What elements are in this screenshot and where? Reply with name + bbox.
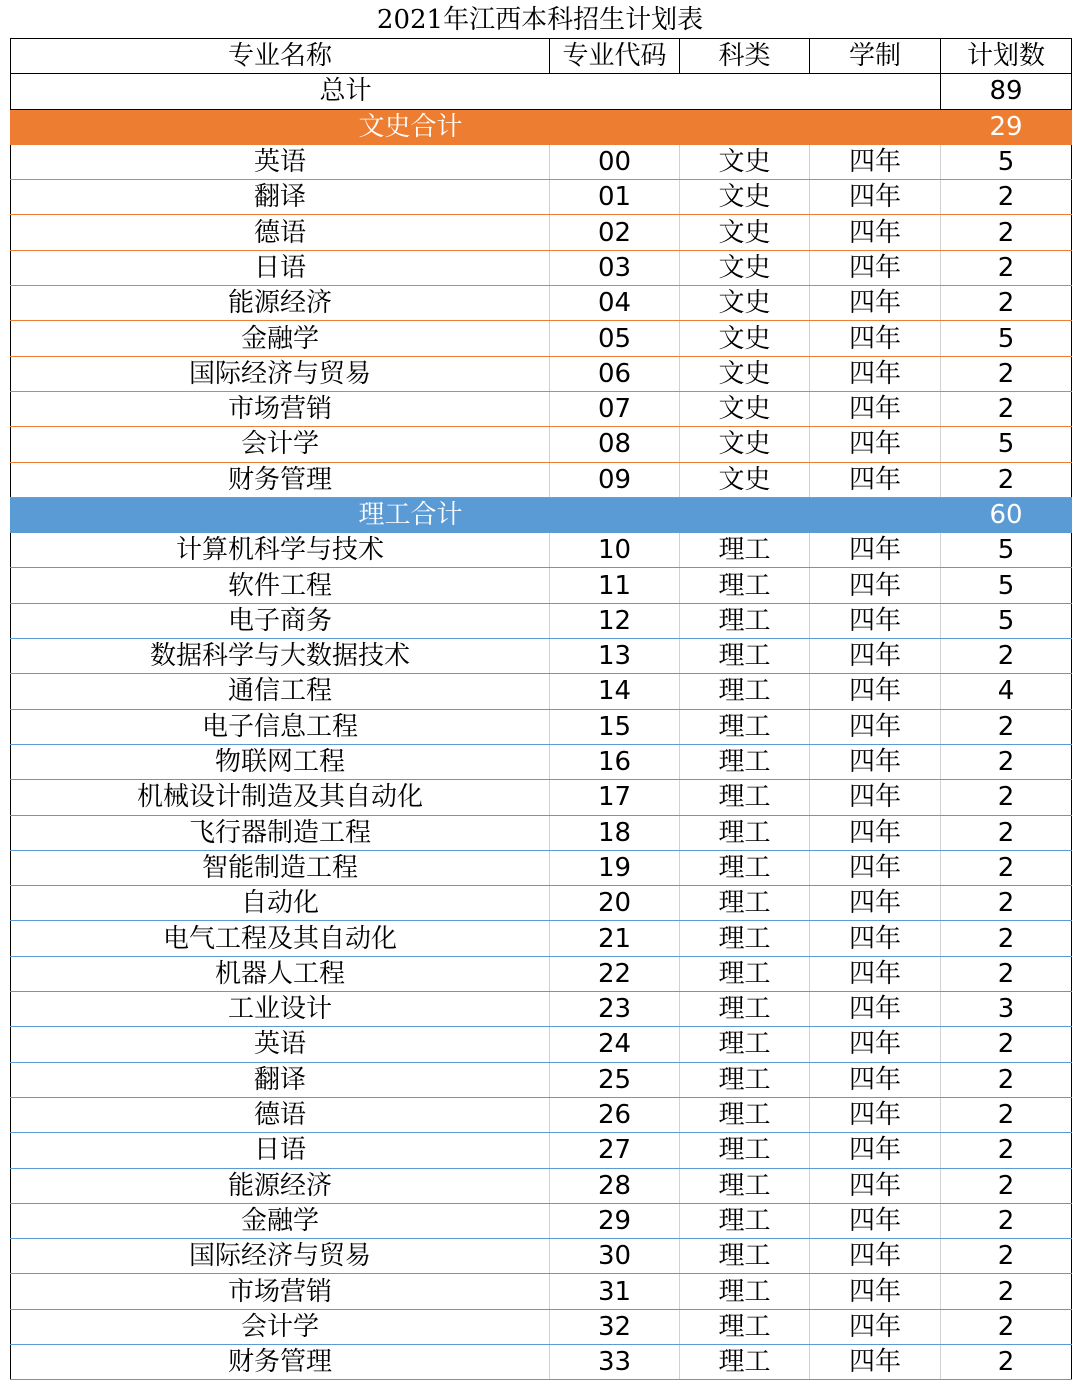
cell-code: 28 bbox=[550, 1168, 680, 1203]
cell-plan: 2 bbox=[941, 1062, 1072, 1097]
cell-code: 06 bbox=[550, 356, 680, 391]
cell-category: 文史 bbox=[680, 321, 810, 356]
cell-major: 日语 bbox=[11, 1133, 550, 1168]
cell-major: 日语 bbox=[11, 250, 550, 285]
cell-major: 计算机科学与技术 bbox=[11, 533, 550, 568]
cell-category: 理工 bbox=[680, 1097, 810, 1132]
cell-duration: 四年 bbox=[810, 1062, 941, 1097]
cell-plan: 5 bbox=[941, 568, 1072, 603]
cell-code: 01 bbox=[550, 180, 680, 215]
table-row bbox=[11, 921, 1072, 956]
cell-major: 智能制造工程 bbox=[11, 850, 550, 885]
grand-total-row bbox=[11, 74, 1072, 109]
cell-duration: 四年 bbox=[810, 1203, 941, 1238]
cell-plan: 2 bbox=[941, 956, 1072, 991]
cell-plan: 3 bbox=[941, 992, 1072, 1027]
cell-major: 会计学 bbox=[11, 1309, 550, 1344]
cell-code: 33 bbox=[550, 1344, 680, 1379]
table-row bbox=[11, 1062, 1072, 1097]
cell-major: 德语 bbox=[11, 1097, 550, 1132]
cell-category: 理工 bbox=[680, 886, 810, 921]
cell-plan: 5 bbox=[941, 603, 1072, 638]
cell-code: 31 bbox=[550, 1274, 680, 1309]
header-code: 专业代码 bbox=[550, 39, 680, 74]
cell-category: 理工 bbox=[680, 1027, 810, 1062]
cell-category: 理工 bbox=[680, 568, 810, 603]
cell-plan: 2 bbox=[941, 180, 1072, 215]
cell-major: 数据科学与大数据技术 bbox=[11, 639, 550, 674]
table-row bbox=[11, 356, 1072, 391]
section-row-arts bbox=[11, 109, 1072, 144]
cell-major: 电子信息工程 bbox=[11, 709, 550, 744]
cell-code: 25 bbox=[550, 1062, 680, 1097]
cell-category: 文史 bbox=[680, 391, 810, 426]
cell-duration: 四年 bbox=[810, 1239, 941, 1274]
cell-code: 22 bbox=[550, 956, 680, 991]
cell-code: 07 bbox=[550, 391, 680, 426]
cell-plan: 2 bbox=[941, 639, 1072, 674]
table-row bbox=[11, 180, 1072, 215]
cell-duration: 四年 bbox=[810, 180, 941, 215]
cell-category: 理工 bbox=[680, 603, 810, 638]
cell-major: 能源经济 bbox=[11, 286, 550, 321]
table-row bbox=[11, 144, 1072, 179]
cell-code: 21 bbox=[550, 921, 680, 956]
section-total: 60 bbox=[941, 497, 1072, 532]
cell-plan: 4 bbox=[941, 674, 1072, 709]
cell-plan: 2 bbox=[941, 780, 1072, 815]
cell-major: 飞行器制造工程 bbox=[11, 815, 550, 850]
cell-code: 17 bbox=[550, 780, 680, 815]
cell-code: 16 bbox=[550, 744, 680, 779]
cell-category: 理工 bbox=[680, 533, 810, 568]
table-row bbox=[11, 462, 1072, 497]
cell-duration: 四年 bbox=[810, 1027, 941, 1062]
cell-code: 08 bbox=[550, 427, 680, 462]
header-major: 专业名称 bbox=[11, 39, 550, 74]
table-row bbox=[11, 1027, 1072, 1062]
cell-plan: 2 bbox=[941, 850, 1072, 885]
cell-duration: 四年 bbox=[810, 356, 941, 391]
cell-plan: 2 bbox=[941, 709, 1072, 744]
cell-major: 金融学 bbox=[11, 1203, 550, 1238]
table-title: 2021年江西本科招生计划表 bbox=[376, 5, 704, 35]
table-row bbox=[11, 709, 1072, 744]
cell-plan: 2 bbox=[941, 921, 1072, 956]
cell-category: 理工 bbox=[680, 1203, 810, 1238]
cell-major: 机器人工程 bbox=[11, 956, 550, 991]
cell-duration: 四年 bbox=[810, 250, 941, 285]
cell-category: 文史 bbox=[680, 286, 810, 321]
cell-plan: 5 bbox=[941, 427, 1072, 462]
cell-duration: 四年 bbox=[810, 462, 941, 497]
cell-category: 文史 bbox=[680, 427, 810, 462]
cell-code: 29 bbox=[550, 1203, 680, 1238]
cell-duration: 四年 bbox=[810, 639, 941, 674]
cell-major: 翻译 bbox=[11, 180, 550, 215]
cell-code: 14 bbox=[550, 674, 680, 709]
table-row bbox=[11, 1133, 1072, 1168]
table-row bbox=[11, 286, 1072, 321]
cell-major: 电气工程及其自动化 bbox=[11, 921, 550, 956]
cell-major: 国际经济与贸易 bbox=[11, 356, 550, 391]
cell-plan: 2 bbox=[941, 1274, 1072, 1309]
table-row bbox=[11, 850, 1072, 885]
cell-category: 理工 bbox=[680, 1062, 810, 1097]
cell-category: 理工 bbox=[680, 744, 810, 779]
table-row bbox=[11, 815, 1072, 850]
cell-major: 机械设计制造及其自动化 bbox=[11, 780, 550, 815]
table-row bbox=[11, 427, 1072, 462]
cell-major: 国际经济与贸易 bbox=[11, 1239, 550, 1274]
cell-plan: 5 bbox=[941, 533, 1072, 568]
grand-total-value: 89 bbox=[941, 74, 1072, 109]
cell-plan: 2 bbox=[941, 815, 1072, 850]
cell-code: 26 bbox=[550, 1097, 680, 1132]
table-row bbox=[11, 992, 1072, 1027]
cell-major: 市场营销 bbox=[11, 391, 550, 426]
cell-category: 理工 bbox=[680, 780, 810, 815]
cell-code: 13 bbox=[550, 639, 680, 674]
cell-code: 03 bbox=[550, 250, 680, 285]
table-row bbox=[11, 1239, 1072, 1274]
table-row bbox=[11, 1097, 1072, 1132]
cell-duration: 四年 bbox=[810, 956, 941, 991]
cell-category: 理工 bbox=[680, 992, 810, 1027]
table-row bbox=[11, 533, 1072, 568]
cell-duration: 四年 bbox=[810, 1274, 941, 1309]
cell-code: 20 bbox=[550, 886, 680, 921]
cell-code: 24 bbox=[550, 1027, 680, 1062]
cell-plan: 2 bbox=[941, 1133, 1072, 1168]
cell-category: 理工 bbox=[680, 674, 810, 709]
header-plan: 计划数 bbox=[941, 39, 1072, 74]
cell-category: 理工 bbox=[680, 1344, 810, 1379]
cell-duration: 四年 bbox=[810, 674, 941, 709]
cell-plan: 2 bbox=[941, 215, 1072, 250]
cell-duration: 四年 bbox=[810, 709, 941, 744]
header-row bbox=[11, 39, 1072, 74]
cell-duration: 四年 bbox=[810, 1344, 941, 1379]
table-row bbox=[11, 1309, 1072, 1344]
cell-code: 18 bbox=[550, 815, 680, 850]
cell-duration: 四年 bbox=[810, 1133, 941, 1168]
cell-duration: 四年 bbox=[810, 1309, 941, 1344]
cell-duration: 四年 bbox=[810, 533, 941, 568]
cell-code: 32 bbox=[550, 1309, 680, 1344]
table-row bbox=[11, 639, 1072, 674]
cell-duration: 四年 bbox=[810, 1097, 941, 1132]
cell-code: 19 bbox=[550, 850, 680, 885]
cell-major: 通信工程 bbox=[11, 674, 550, 709]
cell-plan: 5 bbox=[941, 144, 1072, 179]
cell-code: 12 bbox=[550, 603, 680, 638]
cell-major: 自动化 bbox=[11, 886, 550, 921]
cell-major: 财务管理 bbox=[11, 462, 550, 497]
cell-plan: 2 bbox=[941, 462, 1072, 497]
cell-code: 15 bbox=[550, 709, 680, 744]
cell-code: 23 bbox=[550, 992, 680, 1027]
cell-category: 理工 bbox=[680, 956, 810, 991]
cell-category: 理工 bbox=[680, 850, 810, 885]
cell-category: 理工 bbox=[680, 639, 810, 674]
table-row bbox=[11, 250, 1072, 285]
table-row bbox=[11, 1344, 1072, 1379]
cell-plan: 2 bbox=[941, 744, 1072, 779]
cell-plan: 2 bbox=[941, 1027, 1072, 1062]
table-row bbox=[11, 603, 1072, 638]
table-row bbox=[11, 780, 1072, 815]
cell-code: 10 bbox=[550, 533, 680, 568]
table-row bbox=[11, 886, 1072, 921]
cell-major: 物联网工程 bbox=[11, 744, 550, 779]
table-row bbox=[11, 321, 1072, 356]
table-row bbox=[11, 956, 1072, 991]
cell-duration: 四年 bbox=[810, 391, 941, 426]
section-label: 理工合计 bbox=[11, 497, 941, 532]
table-row bbox=[11, 674, 1072, 709]
table-body bbox=[11, 39, 1072, 1380]
cell-major: 金融学 bbox=[11, 321, 550, 356]
cell-category: 文史 bbox=[680, 144, 810, 179]
section-row-sci bbox=[11, 497, 1072, 532]
section-label: 文史合计 bbox=[11, 109, 941, 144]
cell-duration: 四年 bbox=[810, 1168, 941, 1203]
cell-major: 会计学 bbox=[11, 427, 550, 462]
cell-category: 理工 bbox=[680, 815, 810, 850]
cell-category: 文史 bbox=[680, 250, 810, 285]
cell-major: 德语 bbox=[11, 215, 550, 250]
cell-major: 工业设计 bbox=[11, 992, 550, 1027]
cell-duration: 四年 bbox=[810, 921, 941, 956]
cell-category: 理工 bbox=[680, 1133, 810, 1168]
table-row bbox=[11, 215, 1072, 250]
cell-duration: 四年 bbox=[810, 321, 941, 356]
cell-duration: 四年 bbox=[810, 992, 941, 1027]
cell-plan: 2 bbox=[941, 250, 1072, 285]
cell-plan: 2 bbox=[941, 391, 1072, 426]
cell-category: 理工 bbox=[680, 921, 810, 956]
cell-duration: 四年 bbox=[810, 215, 941, 250]
cell-major: 能源经济 bbox=[11, 1168, 550, 1203]
cell-duration: 四年 bbox=[810, 886, 941, 921]
cell-category: 文史 bbox=[680, 356, 810, 391]
header-category: 科类 bbox=[680, 39, 810, 74]
cell-major: 市场营销 bbox=[11, 1274, 550, 1309]
cell-plan: 2 bbox=[941, 286, 1072, 321]
cell-major: 软件工程 bbox=[11, 568, 550, 603]
cell-plan: 2 bbox=[941, 1203, 1072, 1238]
cell-duration: 四年 bbox=[810, 427, 941, 462]
cell-code: 11 bbox=[550, 568, 680, 603]
cell-duration: 四年 bbox=[810, 850, 941, 885]
cell-category: 理工 bbox=[680, 1309, 810, 1344]
cell-duration: 四年 bbox=[810, 144, 941, 179]
cell-major: 英语 bbox=[11, 1027, 550, 1062]
cell-category: 文史 bbox=[680, 462, 810, 497]
table-row bbox=[11, 1203, 1072, 1238]
cell-major: 英语 bbox=[11, 144, 550, 179]
cell-duration: 四年 bbox=[810, 744, 941, 779]
cell-duration: 四年 bbox=[810, 286, 941, 321]
cell-category: 理工 bbox=[680, 1274, 810, 1309]
cell-duration: 四年 bbox=[810, 603, 941, 638]
cell-major: 翻译 bbox=[11, 1062, 550, 1097]
cell-duration: 四年 bbox=[810, 815, 941, 850]
cell-major: 电子商务 bbox=[11, 603, 550, 638]
cell-plan: 2 bbox=[941, 356, 1072, 391]
table-row bbox=[11, 391, 1072, 426]
table-row bbox=[11, 744, 1072, 779]
enrollment-plan-table bbox=[10, 38, 1072, 1380]
cell-plan: 2 bbox=[941, 1344, 1072, 1379]
cell-category: 理工 bbox=[680, 709, 810, 744]
table-row bbox=[11, 568, 1072, 603]
cell-major: 财务管理 bbox=[11, 1344, 550, 1379]
cell-category: 理工 bbox=[680, 1168, 810, 1203]
cell-plan: 2 bbox=[941, 1097, 1072, 1132]
grand-total-label: 总计 bbox=[11, 74, 941, 109]
cell-duration: 四年 bbox=[810, 568, 941, 603]
section-total: 29 bbox=[941, 109, 1072, 144]
cell-code: 09 bbox=[550, 462, 680, 497]
cell-plan: 2 bbox=[941, 1239, 1072, 1274]
cell-plan: 2 bbox=[941, 1309, 1072, 1344]
cell-duration: 四年 bbox=[810, 780, 941, 815]
cell-code: 04 bbox=[550, 286, 680, 321]
cell-code: 05 bbox=[550, 321, 680, 356]
cell-plan: 2 bbox=[941, 1168, 1072, 1203]
cell-code: 27 bbox=[550, 1133, 680, 1168]
cell-category: 文史 bbox=[680, 180, 810, 215]
cell-category: 文史 bbox=[680, 215, 810, 250]
cell-code: 02 bbox=[550, 215, 680, 250]
cell-category: 理工 bbox=[680, 1239, 810, 1274]
cell-plan: 5 bbox=[941, 321, 1072, 356]
table-row bbox=[11, 1274, 1072, 1309]
header-duration: 学制 bbox=[810, 39, 941, 74]
cell-code: 00 bbox=[550, 144, 680, 179]
cell-plan: 2 bbox=[941, 886, 1072, 921]
cell-code: 30 bbox=[550, 1239, 680, 1274]
table-row bbox=[11, 1168, 1072, 1203]
